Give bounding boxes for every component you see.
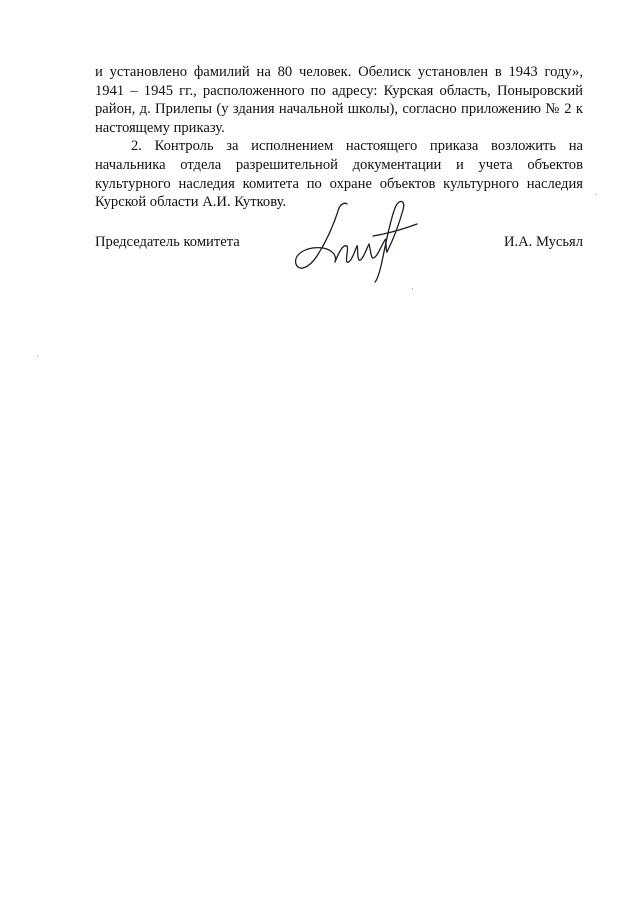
scan-speck (412, 288, 413, 289)
signatory-title: Председатель комитета (95, 234, 240, 250)
scan-speck (596, 194, 597, 195)
scan-speck (37, 356, 38, 357)
handwritten-signature (293, 196, 423, 284)
paragraph-continuation: и установлено фамилий на 80 человек. Обелиск установлен в 1943 году», 1941 – 1945 гг., расположенного по адресу: Курская область, Поныровский район, д. Прилепы (у здания начальной школы), согласно приложению № 2 к настоящему приказу. (95, 64, 583, 136)
signatory-name: И.А. Мусьял (503, 234, 583, 250)
paragraph-item-2: 2. Контроль за исполнением настоящего приказа возложить на начальника отдела разрешительной документации и учета объектов культурного наследия комитета по охране объектов культурного наследия Курской области А.И. Куткову. (95, 138, 583, 211)
document-body (95, 63, 583, 212)
